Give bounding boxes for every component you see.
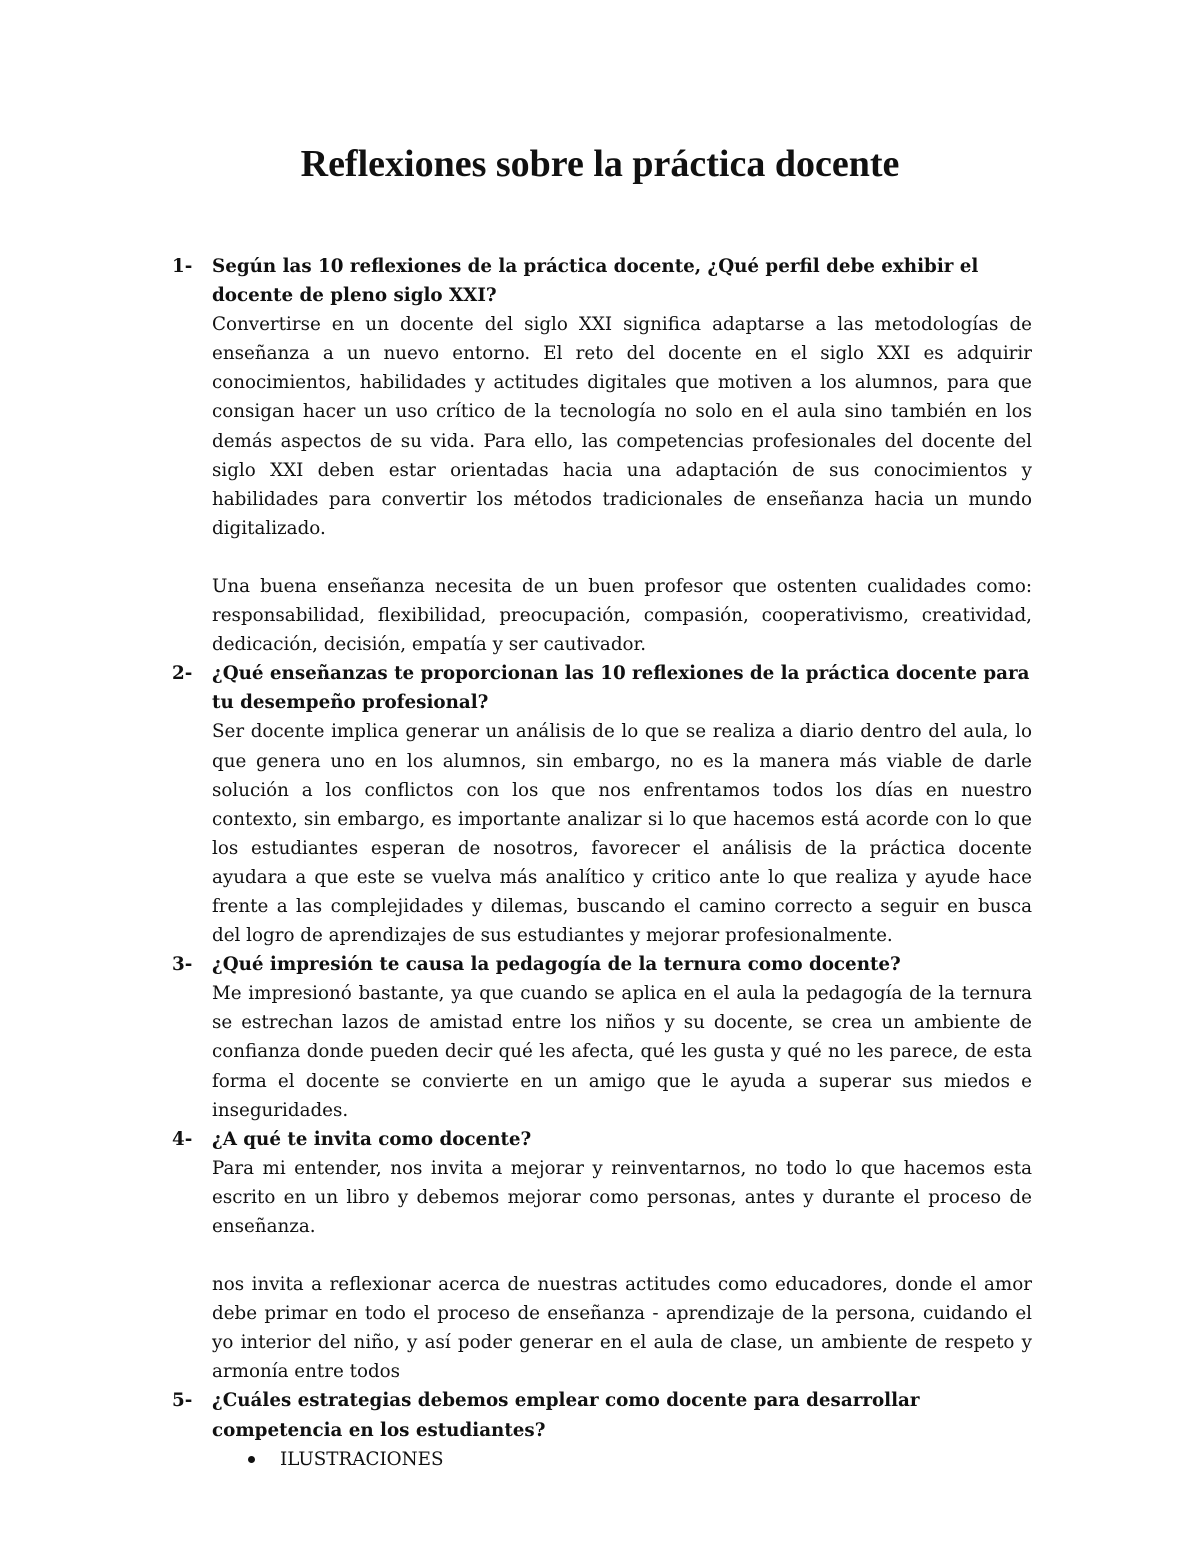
question-number: 1- xyxy=(172,256,193,277)
answer-paragraph: Convertirse en un docente del siglo XXI significa adaptarse a las metodologías de enseñanza a un nuevo entorno. El reto del docente en el siglo XXI es adquirir conocimientos, habilidades y actitudes digitales que motiven a los alumnos, para que consigan hacer un uso crítico de la tecnología no solo en el aula sino también en los demás aspectos de su vida. Para ello, las competencias profesionales del docente del siglo XXI deben estar orientadas hacia una adaptación de sus conocimientos y habilidades para convertir los métodos tradicionales de enseñanza hacia un mundo digitalizado. xyxy=(212,314,1032,539)
answer-paragraph: Ser docente implica generar un análisis de lo que se realiza a diario dentro del aula, lo que genera uno en los alumnos, sin embargo, no es la manera más viable de darle solución a los conflictos con los que nos enfrentamos todos los días en nuestro contexto, sin embargo, es importante analizar si lo que hacemos está acorde con lo que los estudiantes esperan de nosotros, favorecer el análisis de la práctica docente ayudara a que este se vuelva más analítico y critico ante lo que realiza y ayude hace frente a las complejidades y dilemas, buscando el camino correcto a seguir en busca del logro de aprendizajes de sus estudiantes y mejorar profesionalmente. xyxy=(212,721,1032,947)
question-number: 5- xyxy=(172,1390,193,1412)
bullet-list xyxy=(212,1445,1032,1474)
question-item-3 xyxy=(172,950,1032,1125)
answer-paragraph: Me impresionó bastante, ya que cuando se aplica en el aula la pedagogía de la ternura se estrechan lazos de amistad entre los niños y su docente, se crea un ambiente de confianza donde pueden decir qué les afecta, qué les gusta y qué no les parece, de esta forma el docente se convierte en un amigo que le ayuda a superar sus miedos e inseguridades. xyxy=(212,983,1032,1121)
bullet-icon xyxy=(248,1456,255,1463)
paragraph-spacer xyxy=(212,543,1032,572)
question-item-2 xyxy=(172,659,1032,950)
page-title: Reflexiones sobre la práctica docente xyxy=(300,143,900,185)
bullet-list-item xyxy=(212,1445,1032,1474)
answer-paragraph: Para mi entender, nos invita a mejorar y reinventarnos, no todo lo que hacemos esta escrito en un libro y debemos mejorar como personas, antes y durante el proceso de enseñanza. xyxy=(212,1157,1032,1237)
question-item-5 xyxy=(172,1386,1032,1473)
question-text: ¿Cuáles estrategias debemos emplear como docente para desarrollar competencia en los estudiantes? xyxy=(212,1390,920,1441)
question-number: 3- xyxy=(172,954,193,976)
answer-paragraph: Una buena enseñanza necesita de un buen profesor que ostenten cualidades como: responsabilidad, flexibilidad, preocupación, compasión, cooperativismo, creatividad, dedicación, decisión, empatía y ser cautivador. xyxy=(212,575,1032,656)
answer-paragraph: nos invita a reflexionar acerca de nuestras actitudes como educadores, donde el amor debe primar en todo el proceso de enseñanza - aprendizaje de la persona, cuidando el yo interior del niño, y así poder generar en el aula de clase, un ambiente de respeto y armonía entre todos xyxy=(212,1274,1032,1383)
question-item-4 xyxy=(172,1125,1032,1387)
question-text: ¿Qué enseñanzas te proporcionan las 10 reflexiones de la práctica docente para tu desempeño profesional? xyxy=(212,663,1030,714)
bullet-text: ILUSTRACIONES xyxy=(280,1448,444,1470)
question-text: ¿Qué impresión te causa la pedagogía de la ternura como docente? xyxy=(212,954,901,976)
paragraph-spacer xyxy=(212,1241,1032,1270)
question-text: ¿A qué te invita como docente? xyxy=(212,1128,532,1150)
question-text: Según las 10 reflexiones de la práctica docente, ¿Qué perfil debe exhibir el docente de pleno siglo XXI? xyxy=(212,256,979,307)
question-number: 4- xyxy=(172,1128,193,1150)
question-item-1 xyxy=(172,252,1032,659)
document-body xyxy=(172,252,1032,1474)
question-number: 2- xyxy=(172,663,193,685)
